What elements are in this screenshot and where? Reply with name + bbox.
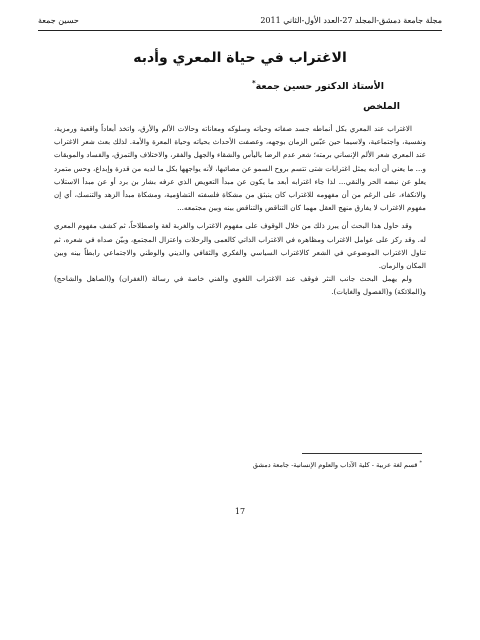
footnote-marker: * <box>419 460 422 466</box>
abstract-body <box>54 122 426 299</box>
page-number: 17 <box>234 507 246 516</box>
article-author <box>252 76 384 94</box>
abstract-paragraph: وقد حاول هذا البحث أن يبرز ذلك من خلال الوقوف على مفهوم الاغتراب والغربة لغة واصطلاحاً، ثم كشف مفهوم المعري له. وقد ركز على عوامل الاغتراب ومظاهره في الاغتراب الذاتي كالعمى والرحلات واعتزال المجتمع، وبيّن صداه في شعره، ثم تناول الاغتراب الموضوعي في الشعر كالاغتراب السياسي والفكري والثقافي والديني والوطني والاجتماعي رابطاً بينه وبين المكان والزمان. <box>54 221 426 271</box>
running-header <box>38 14 442 28</box>
abstract-paragraph: الاغتراب عند المعري بكل أنماطه جسد صفاته وحياته وسلوكه ومعاناته وحالات الألم والأرق، واتخذ أبعاداً واقعية ورمزية، ونفسية، واجتماعية، ولاسيما حين عبّس الزمان بوجهه، وعصفت الأحداث بحياته وحياة المعرة والأمة. لذلك بعث شعر الاغتراب عند المعري شعر الألم الإنساني برمته؛ شعر عدم الرضا باليأس والشقاء والجهل والفقر، والاختلاف والتمزق، والفساد والموبقات و... ما يعني أن أدبه يمثل اغترابات شتى تتسم بروح السمو عن مصائبها، لأنه يواجهها بكل ما لديه من قدرة وإبداع، وحس متمرد يعلو عن نبضه الحر والنقي... لذا جاء اغترابه أبعد ما يكون عن مبدأ التعويض الذي عرفه بشار بن برد أو عن مبدأ الاستلاب والانكفاء، على الرغم من أن مفهومه للاغتراب كان ينبثق من مشكاة فلسفته التشاؤمية، ومشكاة مبدأ الزهد والتنسك، أي إن مفهوم الاغتراب لا يفارق منهج العقل مهما كان التناقض والتناقض بينه وبين مجتمعه... <box>54 124 426 213</box>
article-title: الاغتراب في حياة المعري وأدبه <box>133 50 347 66</box>
author-footnote-marker: * <box>251 79 256 87</box>
header-divider <box>38 30 442 31</box>
footnote-divider <box>302 453 422 454</box>
footnote-text: قسم لغة عربية - كلية الآداب والعلوم الإنسانية- جامعة دمشق <box>252 461 418 470</box>
author-name: الأستاذ الدكتور حسين جمعة <box>255 81 384 93</box>
header-journal-info: مجلة جامعة دمشق-المجلد 27-العدد الأول-الثاني 2011 <box>260 16 442 25</box>
header-author-name: حسين جمعة <box>38 16 79 25</box>
abstract-paragraph: ولم يهمل البحث جانب النثر فوقف عند الاغتراب اللغوي والفني خاصة في رسالة (الغفران) و(الصاهل والشاحج) و(الملائكة) و(الفصول والغايات). <box>54 274 426 297</box>
author-affiliation-footnote <box>58 458 422 471</box>
abstract-heading: الملخص <box>363 101 400 112</box>
